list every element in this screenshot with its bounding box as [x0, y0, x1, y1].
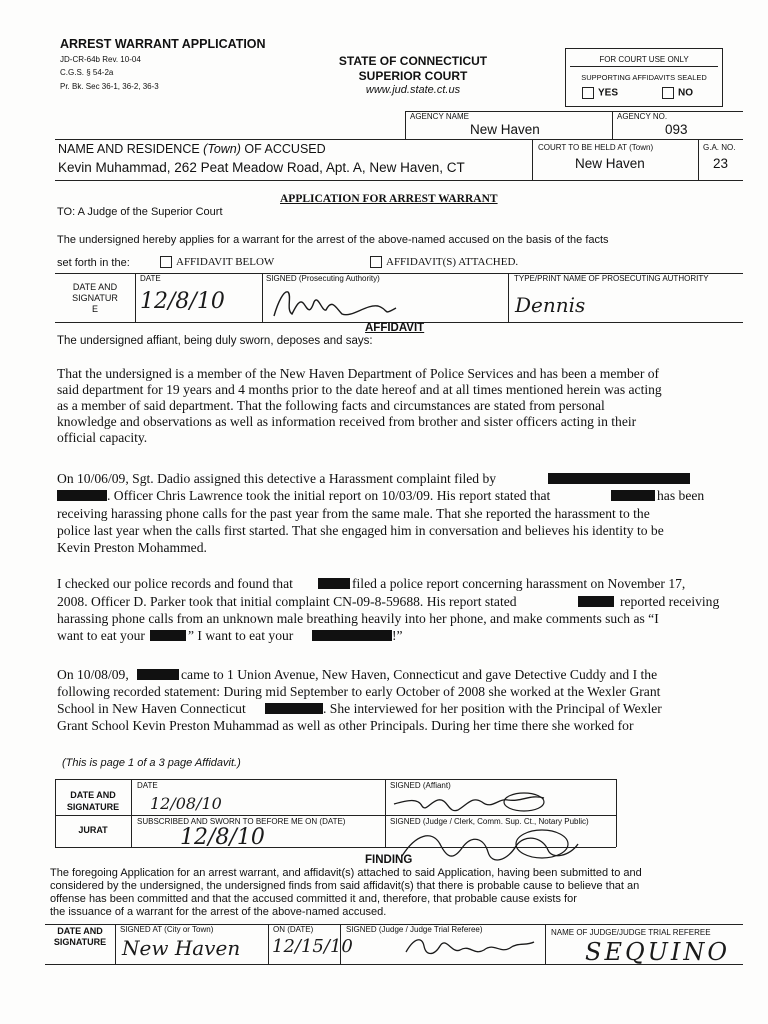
form-title: ARREST WARRANT APPLICATION: [60, 37, 266, 51]
sig1-label-b: SIGNATUR: [72, 293, 118, 303]
sig3-name-value: SEQUINO: [585, 938, 731, 966]
sig2-date-label: DATE: [137, 781, 158, 790]
p1-line: official capacity.: [57, 430, 148, 445]
agency-mid-rule: [612, 111, 613, 139]
website: www.jud.state.ct.us: [365, 84, 461, 96]
agency-name-value: New Haven: [470, 122, 540, 137]
sig1-rule-b: [262, 273, 263, 322]
redaction-block: [318, 578, 350, 589]
sig1-print-value: Dennis: [515, 293, 586, 317]
sealed-no-label: NO: [678, 87, 693, 99]
sig2-label-a: DATE AND: [70, 790, 116, 800]
set-forth-label: set forth in the:: [57, 257, 130, 269]
application-body: The undersigned hereby applies for a warrant for the arrest of the above-named accused on the basis of the facts: [57, 234, 609, 246]
p1-line: That the undersigned is a member of the New Haven Department of Police Services and has been a member of: [57, 366, 660, 381]
accused-label: [58, 142, 326, 156]
sig3-at-value: New Haven: [122, 936, 241, 960]
jurat-signed-label: SIGNED (Judge / Clerk, Comm. Sup. Ct., Notary Public): [390, 817, 589, 826]
affidavit-attached-checkbox[interactable]: [370, 256, 382, 268]
jurat-sworn-value: 12/8/10: [180, 825, 265, 850]
p3-line: !”: [392, 628, 403, 643]
sig1-signed-label: SIGNED (Prosecuting Authority): [266, 274, 380, 283]
sealed-yes-label: YES: [598, 87, 619, 99]
p3-line: I checked our police records and found that: [57, 576, 293, 591]
affidavit-paragraph-1: [57, 366, 662, 446]
sealed-no-checkbox[interactable]: [662, 87, 674, 99]
sig2-top-rule: [55, 779, 616, 780]
agency-no-label: AGENCY NO.: [617, 112, 668, 121]
affidavit-attached-label: AFFIDAVIT(S) ATTACHED.: [386, 256, 519, 268]
affidavit-heading: AFFIDAVIT: [365, 322, 425, 334]
p2-line: . Officer Chris Lawrence took the initial report on 10/03/09. His report stated that: [107, 488, 551, 503]
affidavit-below-label: AFFIDAVIT BELOW: [176, 256, 275, 268]
sig1-label: [57, 282, 133, 315]
sig1-date-label: DATE: [140, 274, 161, 283]
sig1-print-label: TYPE/PRINT NAME OF PROSECUTING AUTHORITY: [514, 274, 709, 283]
jurat-signature: [392, 826, 612, 870]
p2-line: receiving harassing phone calls for the past year from the same male. That she reported the harassment to the: [57, 506, 650, 521]
p4-line: On 10/08/09,: [57, 667, 129, 682]
sealed-yes-checkbox[interactable]: [582, 87, 594, 99]
finding-line: the issuance of a warrant for the arrest of the above-named accused.: [50, 906, 387, 918]
sig2-rule-a: [131, 779, 132, 847]
sig1-rule-c: [508, 273, 509, 322]
court-use-title: FOR COURT USE ONLY: [599, 55, 689, 64]
p2-line: Kevin Preston Mohammed.: [57, 540, 207, 555]
sig1-label-a: DATE AND: [72, 282, 118, 292]
p1-line: as a member of said department. That the following facts and circumstances are stated from personal: [57, 398, 605, 413]
p4-line: School in New Haven Connecticut: [57, 701, 246, 716]
sig3-label-a: DATE AND: [57, 926, 103, 936]
affidavit-intro: The undersigned affiant, being duly sworn, deposes and says:: [57, 335, 373, 347]
sig2-rule-right: [616, 779, 617, 847]
redaction-block: [265, 703, 323, 714]
jurat-label: JURAT: [78, 825, 108, 835]
state-title: STATE OF CONNECTICUT: [338, 54, 488, 68]
sealed-yes-option[interactable]: [582, 87, 618, 99]
agency-no-value: 093: [665, 122, 688, 137]
p4-line: came to 1 Union Avenue, New Haven, Connecticut and gave Detective Cuddy and I the: [181, 667, 658, 682]
agency-left-rule: [405, 111, 406, 139]
sig3-rule-a: [115, 924, 116, 964]
redaction-block: [611, 490, 655, 501]
form-id: JD-CR-64b Rev. 10-04: [60, 55, 141, 64]
finding-line: offense has been committed and that the accused committed it and, therefore, that probable cause exists for: [50, 893, 577, 905]
jurat-sworn-label: SUBSCRIBED AND SWORN TO BEFORE ME ON (DATE): [137, 817, 346, 826]
sig2-rule-b: [385, 779, 386, 847]
sig3-signed-label: SIGNED (Judge / Judge Trial Referee): [346, 925, 483, 934]
sig2-label: [56, 789, 130, 813]
p3-line: 2008. Officer D. Parker took that initial complaint CN-09-8-59688. His report stated: [57, 594, 517, 609]
redaction-block: [57, 490, 107, 501]
accused-rule-b: [698, 139, 699, 180]
sealed-no-option[interactable]: [662, 87, 693, 99]
p2-line: On 10/06/09, Sgt. Dadio assigned this detective a Harassment complaint filed by: [57, 471, 497, 486]
sig3-on-label: ON (DATE): [273, 925, 314, 934]
p1-line: said department for 19 years and 4 months prior to the date hereof and at all times mentioned herein was acting: [57, 382, 662, 397]
court-use-subtitle: SUPPORTING AFFIDAVITS SEALED: [581, 73, 707, 82]
judge-signature: [400, 932, 540, 962]
sig1-date-value: 12/8/10: [140, 289, 225, 314]
p4-line: following recorded statement: During mid September to early October of 2008 she worked at the Wexler Grant: [57, 684, 661, 699]
accused-top-rule: [55, 139, 743, 140]
sig2-date-value: 12/08/10: [150, 794, 222, 813]
court-title: SUPERIOR COURT: [358, 69, 468, 83]
redaction-block: [312, 630, 392, 641]
finding-heading: FINDING: [365, 854, 413, 866]
sig3-rule-b: [268, 924, 269, 964]
p3-line: reported receiving: [620, 594, 720, 609]
court-held-label: COURT TO BE HELD AT (Town): [538, 143, 654, 152]
p3-line: want to eat your: [57, 628, 145, 643]
accused-bottom-rule: [55, 180, 743, 181]
accused-label-a: NAME AND RESIDENCE: [58, 142, 204, 156]
p4-line: Grant School Kevin Preston Muhammad as well as other Principals. During her time there she worked for: [57, 718, 634, 733]
redaction-block: [150, 630, 186, 641]
affidavit-below-checkbox[interactable]: [160, 256, 172, 268]
sig2-signed-label: SIGNED (Affiant): [390, 781, 451, 790]
p3-line: filed a police report concerning harassment on November 17,: [352, 576, 686, 591]
affidavit-attached-option[interactable]: [370, 256, 518, 268]
finding-line: considered by the undersigned, the undersigned finds from said affidavit(s) that there is probable cause to believe that an: [50, 880, 640, 892]
finding-line: The foregoing Application for an arrest warrant, and affidavit(s) attached to said Application, having been submitted to and: [50, 867, 642, 879]
sig3-on-value: 12/15/10: [272, 936, 353, 957]
page-note: (This is page 1 of a 3 page Affidavit.): [62, 757, 241, 769]
sig3-name-label: NAME OF JUDGE/JUDGE TRIAL REFEREE: [551, 928, 711, 937]
redaction-block: [548, 473, 690, 484]
sig1-rule-a: [135, 273, 136, 322]
court-held-value: New Haven: [575, 156, 645, 171]
prosecutor-signature: [266, 284, 466, 322]
practice-book: Pr. Bk. Sec 36-1, 36-2, 36-3: [60, 82, 159, 91]
sig3-rule-d: [545, 924, 546, 964]
sig3-label: [46, 926, 114, 948]
affiant-signature: [388, 790, 558, 816]
ga-label: G.A. NO.: [703, 143, 736, 152]
p4-line: . She interviewed for her position with the Principal of Wexler: [323, 701, 662, 716]
application-to: TO: A Judge of the Superior Court: [57, 206, 223, 218]
redaction-block: [578, 596, 614, 607]
sig3-label-b: SIGNATURE: [53, 937, 107, 947]
affidavit-below-option[interactable]: [160, 256, 274, 268]
court-use-box: [565, 48, 723, 107]
sig1-label-c: E: [91, 304, 98, 314]
p3-line: ” I want to eat your: [188, 628, 294, 643]
redaction-block: [137, 669, 179, 680]
application-heading: APPLICATION FOR ARREST WARRANT: [280, 193, 498, 205]
accused-label-town: (Town): [203, 142, 241, 156]
sig2-label-b: SIGNATURE: [66, 802, 120, 812]
ga-value: 23: [713, 156, 729, 171]
finding-text: [50, 867, 642, 919]
statute: C.G.S. § 54-2a: [60, 68, 114, 77]
p1-line: knowledge and observations as well as information received from brother and sister officers acting in their: [57, 414, 637, 429]
agency-name-label: AGENCY NAME: [410, 112, 469, 121]
accused-rule-a: [532, 139, 533, 180]
p2-line: police last year when the calls first started. That she engaged him in conversation and believes his identity to be: [57, 523, 664, 538]
accused-label-b: OF ACCUSED: [240, 142, 326, 156]
accused-value: Kevin Muhammad, 262 Peat Meadow Road, Apt. A, New Haven, CT: [58, 160, 465, 175]
p3-line: harassing phone calls from an unknown male breathing heavily into her phone, and make comments such as “I: [57, 611, 659, 626]
court-use-divider: [570, 66, 718, 67]
sig3-at-label: SIGNED AT (City or Town): [120, 925, 214, 934]
p2-line: has been: [657, 488, 705, 503]
